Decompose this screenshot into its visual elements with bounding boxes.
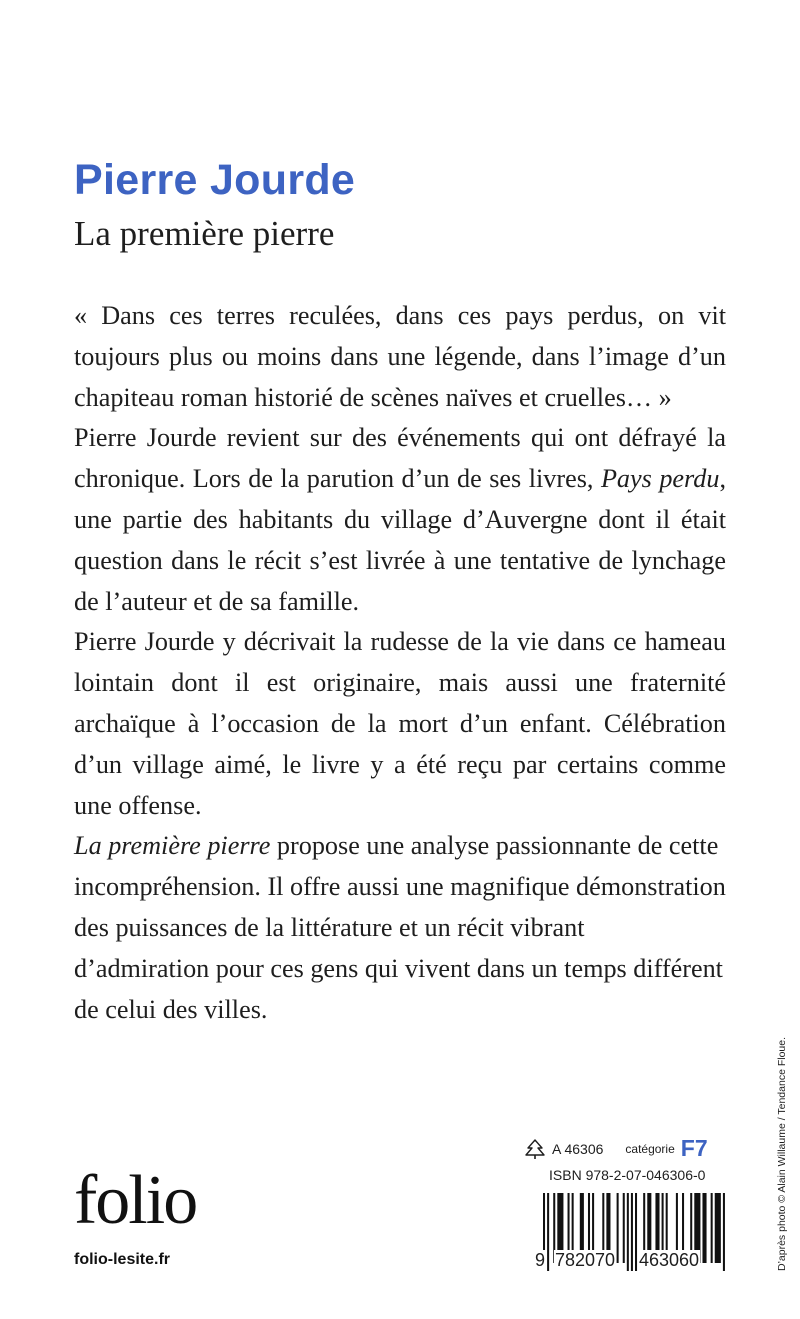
blurb-italic-title: La première pierre: [74, 831, 271, 861]
barcode-digits: [534, 1250, 734, 1274]
blurb-paragraph-3: Pierre Jourde y décrivait la rudesse de la vie dans ce hameau lointain dont il est originaire, mais aussi une fraternité archaïque à l’occasion de la mort d’un enfant. Célébration d’un village aimé, le livre y a été reçu par certains comme une offense.: [74, 627, 726, 820]
barcode-digit-first: 9: [535, 1250, 546, 1270]
catalog-code-line: [524, 1135, 708, 1162]
folio-logo: folio: [74, 1162, 197, 1239]
barcode-group-right: 463060: [639, 1250, 700, 1270]
blurb-paragraph-2: [74, 418, 726, 622]
isbn: ISBN 978-2-07-046306-0: [549, 1167, 706, 1183]
blurb-paragraph-4: [74, 826, 726, 1030]
blurb-text: , une partie des habitants du village d’Auvergne dont il était question dans le récit s’est livrée à une tentative de lynchage de l’auteur et de sa famille.: [74, 464, 726, 616]
publisher-site: folio-lesite.fr: [74, 1251, 171, 1268]
back-cover-blurb: [74, 296, 726, 1030]
blurb-quote: « Dans ces terres reculées, dans ces pays perdus, on vit toujours plus ou moins dans une légende, dans l’image d’un chapiteau roman historié de scènes naïves et cruelles… »: [74, 301, 726, 412]
barcode-group-left: 782070: [555, 1250, 616, 1270]
blurb-text: Pierre Jourde revient sur des événements qui ont défrayé la chronique. Lors de la parution d’un de ses livres,: [74, 423, 726, 494]
book-title: La première pierre: [74, 214, 335, 253]
author-name: Pierre Jourde: [74, 156, 356, 204]
category-code: F7: [680, 1135, 708, 1161]
catalog-number: A 46306: [552, 1140, 604, 1157]
blurb-italic-title: Pays perdu: [600, 464, 720, 494]
category-label: catégorie: [625, 1141, 675, 1156]
tree-icon: [524, 1139, 546, 1159]
blurb-text: propose une analyse passionnante de cette incompréhension. Il offre aussi une magnifique démonstration des puissances de la littérature et un récit vibrant d’admiration pour ces gens qui vivent dans un temps différent de celui des villes.: [74, 831, 726, 1024]
photo-credit: D’après photo © Alain Willaume / Tendance Floue.: [776, 1036, 788, 1271]
